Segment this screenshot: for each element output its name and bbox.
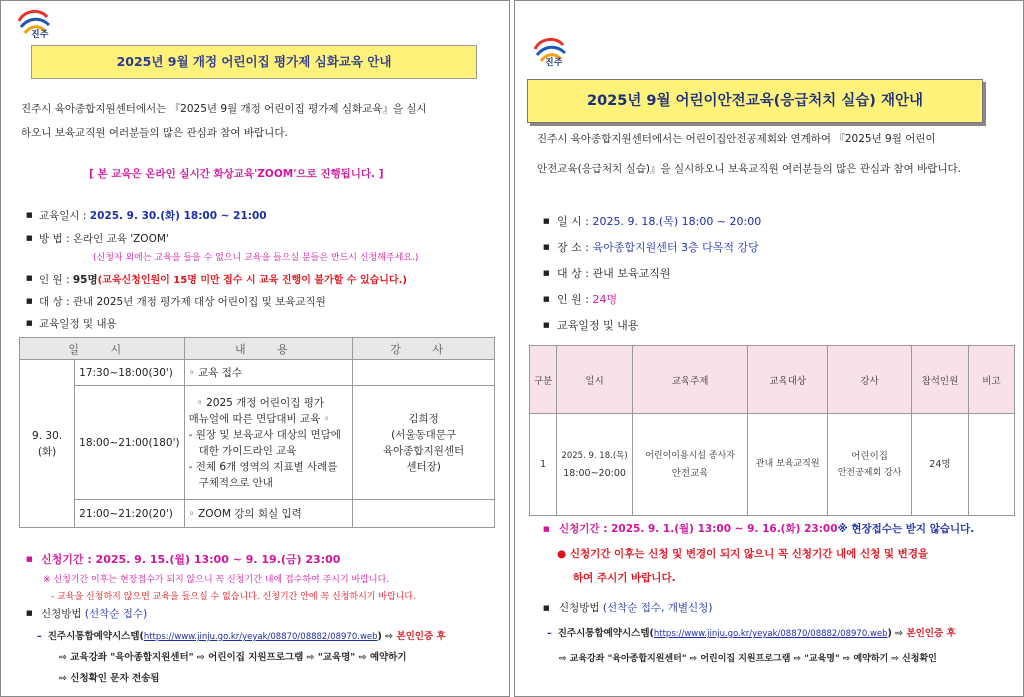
logo-text: 진주	[31, 30, 49, 40]
apply-method-value: (선착순 접수, 개별신청)	[602, 602, 713, 614]
logo-text: 진주	[545, 58, 563, 68]
table-header-cell: 참석인원	[912, 346, 969, 414]
path-line-2: ⇨ 신청확인 문자 전송됨	[59, 673, 160, 684]
apply-method-label: 신청방법	[559, 602, 603, 614]
schedule-table	[529, 345, 1015, 516]
edu-date	[39, 208, 267, 223]
content-cell	[184, 386, 353, 500]
square-bullet-icon: ■	[543, 295, 550, 303]
reservation-link[interactable]: https://www.jinju.go.kr/yeyak/08870/08882/08970.web	[143, 632, 378, 642]
edu-place	[557, 239, 759, 255]
lecturer-cell	[828, 414, 912, 516]
square-bullet-icon: ■	[543, 269, 550, 277]
lecturer-line: 어린이집	[851, 450, 888, 462]
content-line: 구체적으로 안내	[198, 476, 273, 489]
system-end: ) ⇨	[887, 628, 907, 639]
edu-date	[557, 213, 761, 229]
square-bullet-icon: ■	[26, 274, 33, 282]
table-header-cell: 구분	[530, 346, 557, 414]
edu-people	[39, 271, 407, 287]
table-row	[20, 360, 495, 386]
lecturer-cell	[353, 386, 495, 500]
no-cell: 1	[530, 414, 557, 516]
intro-line-1: 진주시 육아종합지원센터에서는 『2025년 9월 개정 어린이집 평가제 심화교육』을 실시	[21, 103, 427, 115]
note-cell	[968, 414, 1014, 516]
edu-people-note: (교육신청인원이 15명 미만 접수 시 교육 진행이 불가할 수 있습니다.)	[97, 275, 407, 286]
edu-date-label: 교육일시 :	[39, 210, 90, 222]
edu-date-value: 2025. 9. 30.(화) 18:00 ~ 21:00	[89, 210, 267, 222]
reservation-system-line: – 진주시통합예약시스템(https://www.jinju.go.kr/yeyak/08870/08882/08970.web) ⇨ 본인인증 후	[37, 631, 446, 642]
system-label: 진주시통합예약시스템(	[557, 628, 654, 639]
apply-note-1: ※ 신청기간 이후는 현장접수가 되지 않으니 꼭 신청기간 내에 접수하여 주시기 바랍니다.	[43, 575, 390, 585]
date-line: 2025. 9. 18.(목)	[561, 450, 628, 461]
online-notice: [ 본 교육은 온라인 실시간 화상교육'ZOOM'으로 진행됩니다. ]	[89, 168, 384, 180]
apply-period-value: 2025. 9. 1.(월) 13:00 ~ 9. 16.(화) 23:00	[611, 523, 838, 535]
content-line: 대한 가이드라인 교육	[198, 444, 297, 457]
apply-period	[559, 521, 974, 536]
edu-people-value: 95명	[72, 274, 98, 286]
square-bullet-icon: ■	[543, 321, 550, 329]
table-row	[20, 386, 495, 500]
table-header-cell: 교육주제	[632, 346, 747, 414]
content-line: - 원장 및 보육교사 대상의 면담에	[188, 428, 341, 441]
square-bullet-icon: ■	[543, 243, 550, 251]
apply-period-tail: ※ 현장접수는 받지 않습니다.	[837, 523, 975, 535]
reservation-system-line: – 진주시통합예약시스템(https://www.jinju.go.kr/yeyak/08870/08882/08970.web) ⇨ 본인인증 후	[547, 628, 956, 639]
square-bullet-icon: ■	[26, 319, 33, 327]
square-bullet-icon: ■	[543, 525, 550, 533]
lecturer-name: 김희정	[408, 412, 439, 425]
lecturer-cell-empty	[353, 360, 495, 386]
edu-date-value: 2025. 9. 18.(목) 18:00 ~ 20:00	[592, 215, 762, 228]
apply-notice-1: ● 신청기간 이후는 신청 및 변경이 되지 않으니 꼭 신청기간 내에 신청 및 변경을	[557, 548, 929, 560]
count-cell: 24명	[912, 414, 969, 516]
time-cell: 21:00~21:20(20')	[75, 500, 184, 528]
system-end: ) ⇨	[377, 631, 397, 642]
table-header-cell: 일시	[557, 346, 633, 414]
table-header-cell: 일 시	[20, 338, 185, 360]
auth-text: 본인인증 후	[396, 631, 446, 642]
lecturer-line: 안전공제회 강사	[837, 467, 902, 478]
time-line: 18:00~20:00	[563, 467, 626, 479]
apply-method	[559, 600, 712, 615]
edu-people	[557, 291, 617, 307]
intro-line-1: 진주시 육아종합지원센터에서는 어린이집안전공제회와 연계하여 『2025년 9월 어린이	[537, 133, 936, 145]
lecturer-org: (서울동대문구	[391, 428, 457, 441]
edu-method: 방 법 : 온라인 교육 'ZOOM'	[39, 233, 169, 245]
path-line-1: ⇨ 교육강좌 "육아종합지원센터" ⇨ 어린이집 지원프로그램 ⇨ "교육명" ⇨ 예약하기 ⇨ 신청확인	[559, 654, 937, 664]
content-cell: ◦ 교육 접수	[184, 360, 353, 386]
topic-line: 안전교육	[671, 467, 709, 479]
date-cell-text: 9. 30.(화)	[32, 429, 63, 458]
schedule-label: 교육일정 및 내용	[557, 319, 639, 332]
content-cell: ◦ ZOOM 강의 회실 입력	[184, 500, 353, 528]
apply-notice-2: 하여 주시기 바랍니다.	[573, 572, 676, 584]
target-cell: 관내 보육교직원	[748, 414, 828, 516]
apply-period: 신청기간 : 2025. 9. 15.(월) 13:00 ~ 9. 19.(금) 23:00	[41, 553, 341, 566]
table-header-cell: 강사	[828, 346, 912, 414]
edu-target: 대 상 : 관내 보육교직원	[557, 267, 671, 280]
page-title	[31, 45, 477, 79]
square-bullet-icon: ■	[26, 297, 33, 305]
page-title	[527, 79, 983, 123]
apply-method	[41, 606, 147, 621]
table-row	[20, 500, 495, 528]
lecturer-cell-empty	[353, 500, 495, 528]
square-bullet-icon: ■	[26, 234, 33, 242]
left-flyer	[0, 0, 510, 697]
edu-people-value: 24명	[592, 293, 618, 306]
table-header-row	[20, 338, 495, 360]
system-label: 진주시통합예약시스템(	[47, 631, 144, 642]
content-line: 매뉴얼에 따른 면담대비 교육 ◦	[188, 412, 330, 425]
square-bullet-icon: ■	[26, 555, 33, 563]
edu-target: 대 상 : 관내 2025년 개정 평가제 대상 어린이집 및 보육교직원	[39, 296, 326, 308]
apply-method-label: 신청방법	[41, 608, 85, 620]
time-cell: 17:30~18:00(30')	[75, 360, 184, 386]
table-header-cell: 교육대상	[748, 346, 828, 414]
date-cell	[20, 360, 75, 528]
intro-line-2: 하오니 보육교직원 여러분들의 많은 관심과 참여 바랍니다.	[21, 127, 288, 139]
schedule-table	[19, 337, 495, 528]
table-header-cell: 내 용	[184, 338, 353, 360]
table-header-cell: 비고	[968, 346, 1014, 414]
edu-people-label: 인 원 :	[39, 274, 73, 286]
lecturer-org: 육아종합지원센터	[383, 444, 465, 457]
apply-note-2: - 교육을 신청하지 않으면 교육을 들으실 수 없습니다. 신청기간 안에 꼭 신청하시기 바랍니다.	[51, 592, 416, 602]
reservation-link[interactable]: https://www.jinju.go.kr/yeyak/08870/08882/08970.web	[653, 629, 888, 639]
auth-text: 본인인증 후	[906, 628, 956, 639]
table-header-row	[530, 346, 1015, 414]
time-cell: 18:00~21:00(180')	[75, 386, 184, 500]
square-bullet-icon: ■	[26, 609, 33, 617]
edu-people-label: 인 원 :	[557, 293, 593, 306]
lecturer-role: 센터장)	[406, 460, 441, 473]
apply-period-label: 신청기간 :	[559, 523, 612, 535]
method-note: (신청자 외에는 교육을 들을 수 없으니 교육을 들으실 분들은 반드시 신청해주세요.)	[93, 253, 419, 263]
right-flyer	[514, 0, 1024, 697]
table-header-cell: 강 사	[353, 338, 495, 360]
page-title-text: 2025년 9월 개정 어린이집 평가제 심화교육 안내	[116, 54, 392, 69]
edu-place-label: 장 소 :	[557, 241, 593, 254]
square-bullet-icon: ■	[543, 217, 550, 225]
content-line: ◦ 2025 개정 어린이집 평가	[196, 396, 324, 409]
edu-date-label: 일 시 :	[557, 215, 593, 228]
page-title-text: 2025년 9월 어린이안전교육(응급처치 실습) 재안내	[586, 93, 924, 109]
content-line: - 전체 6개 영역의 지표별 사례를	[188, 460, 338, 473]
path-line-1: ⇨ 교육강좌 "육아종합지원센터" ⇨ 어린이집 지원프로그램 ⇨ "교육명" ⇨ 예약하기	[59, 652, 407, 663]
topic-cell	[632, 414, 747, 516]
square-bullet-icon: ■	[26, 211, 33, 219]
square-bullet-icon: ■	[543, 604, 550, 612]
date-cell	[557, 414, 633, 516]
schedule-label: 교육일정 및 내용	[39, 318, 117, 330]
edu-place-value: 육아종합지원센터 3층 다목적 강당	[592, 241, 759, 254]
topic-line: 어린이이용시설 종사자	[645, 450, 735, 461]
apply-method-value: (선착순 접수)	[84, 608, 148, 620]
table-row	[530, 414, 1015, 516]
intro-line-2: 안전교육(응급처치 실습)』을 실시하오니 보육교직원 여러분들의 많은 관심과 참여 바랍니다.	[537, 163, 962, 175]
